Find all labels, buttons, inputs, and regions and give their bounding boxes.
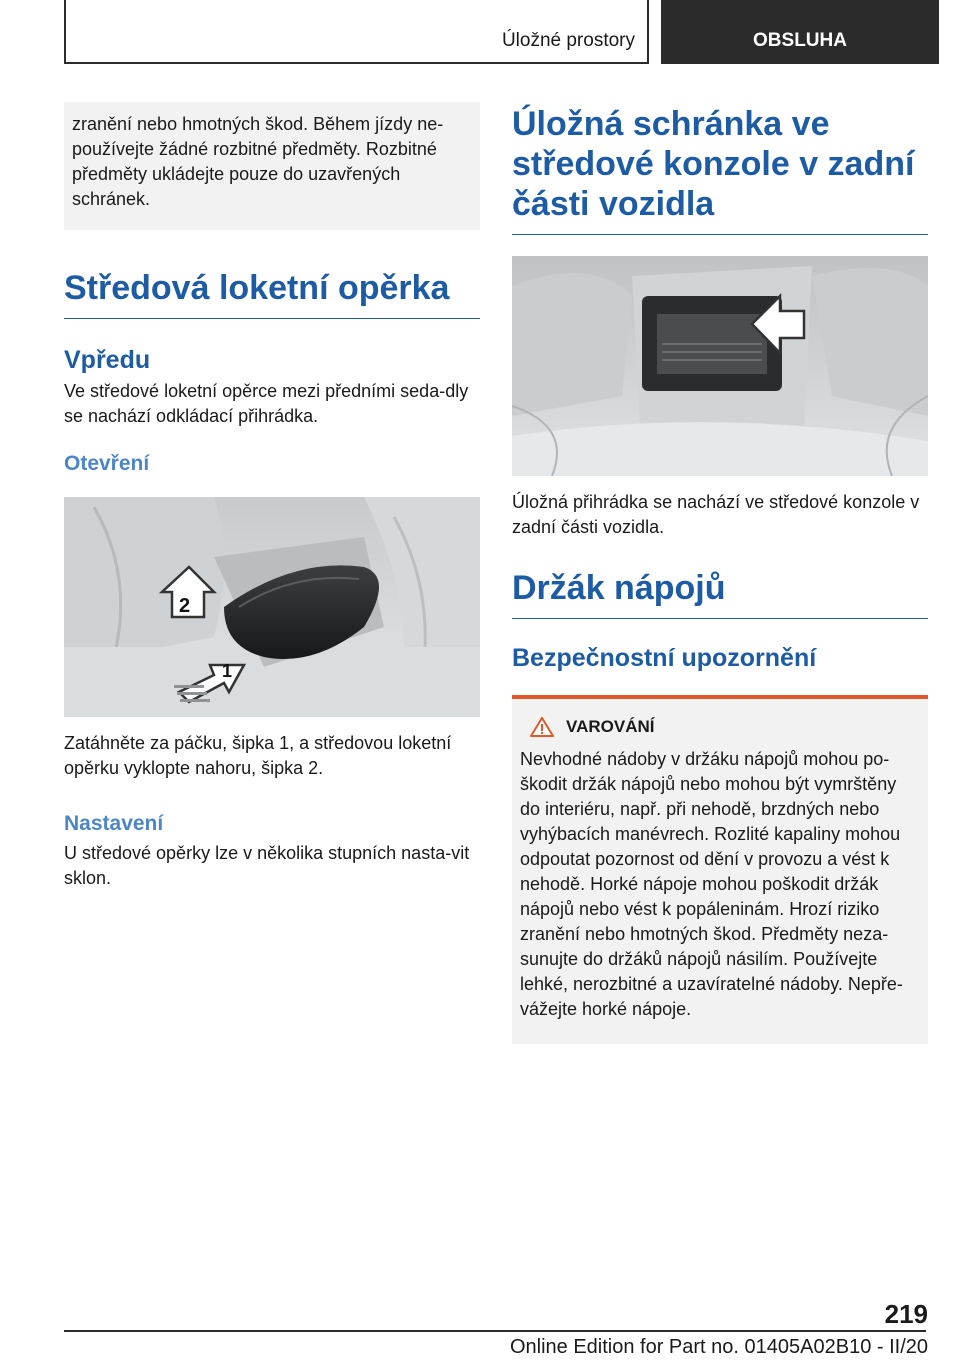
section-title-rear-storage: Úložná schránka ve středové konzole v zadní části vozidla (512, 104, 928, 235)
svg-text:1: 1 (222, 661, 233, 681)
rear-storage-photo (512, 256, 928, 476)
adjust-instructions: U středové opěrky lze v několika stupních nasta-vit sklon. (64, 843, 470, 888)
warning-label: VAROVÁNÍ (566, 717, 655, 736)
armrest-photo (64, 497, 480, 717)
warning-box (512, 695, 928, 1044)
header-chapter-tab: OBSLUHA (661, 0, 939, 64)
front-description: Ve středové loketní opěrce mezi předními seda-dly se nachází odkládací přihrádka. (64, 381, 469, 426)
subsection-title-open: Otevření (64, 452, 150, 475)
warning-continuation-box (64, 102, 480, 230)
warning-triangle-icon (530, 717, 554, 737)
header-rule-bottom (64, 62, 649, 64)
warning-continuation-text: zranění nebo hmotných škod. Během jízdy ne-používejte žádné rozbitné předměty. Rozbitné předměty ukládejte pouze do uzavřených schránek. (72, 114, 444, 209)
header-rule-divider (647, 0, 649, 64)
edition-footer: Online Edition for Part no. 01405A02B10 - II/20 (509, 1336, 928, 1358)
subsection-title-adjust: Nastavení (64, 812, 164, 835)
warning-text: Nevhodné nádoby v držáku nápojů mohou po-škodit držák nápojů nebo mohou být vymrštěny do interiéru, např. při nehodě, brzdných nebo vyhýbacích manévrech. Rozlité kapaliny mohou odpoutat pozornost od dění v provozu a vést k nehodě. Horké nápoje mohou poškodit držák nápojů nebo vést k popáleninám. Hrozí riziko zranění nebo hmotných škod. Předměty neza-sunujte do držáků nápojů násilím. Používejte lehké, nerozbitné a uzavíratelné nádoby. Nepře-vážejte horké nápoje. (520, 749, 903, 1019)
subsection-title-front: Vpředu (64, 346, 151, 374)
header-rule-left (64, 0, 66, 64)
open-instructions: Zatáhněte za páčku, šipka 1, a středovou loketní opěrku vyklopte nahoru, šipka 2. (64, 733, 452, 778)
rear-storage-description: Úložná přihrádka se nachází ve středové konzole v zadní části vozidla. (512, 492, 920, 537)
right-column (512, 102, 928, 1044)
left-column (64, 102, 480, 891)
footer-rule (64, 1330, 926, 1332)
svg-text:2: 2 (179, 595, 191, 617)
subsection-title-safety: Bezpečnostní upozornění (512, 644, 817, 672)
page-number: 219 (884, 1299, 928, 1329)
section-title-armrest: Středová loketní opěrka (64, 268, 480, 319)
header-section-title: Úložné prostory (501, 30, 635, 51)
section-title-cupholder: Držák nápojů (512, 568, 928, 619)
warning-header (520, 717, 920, 737)
